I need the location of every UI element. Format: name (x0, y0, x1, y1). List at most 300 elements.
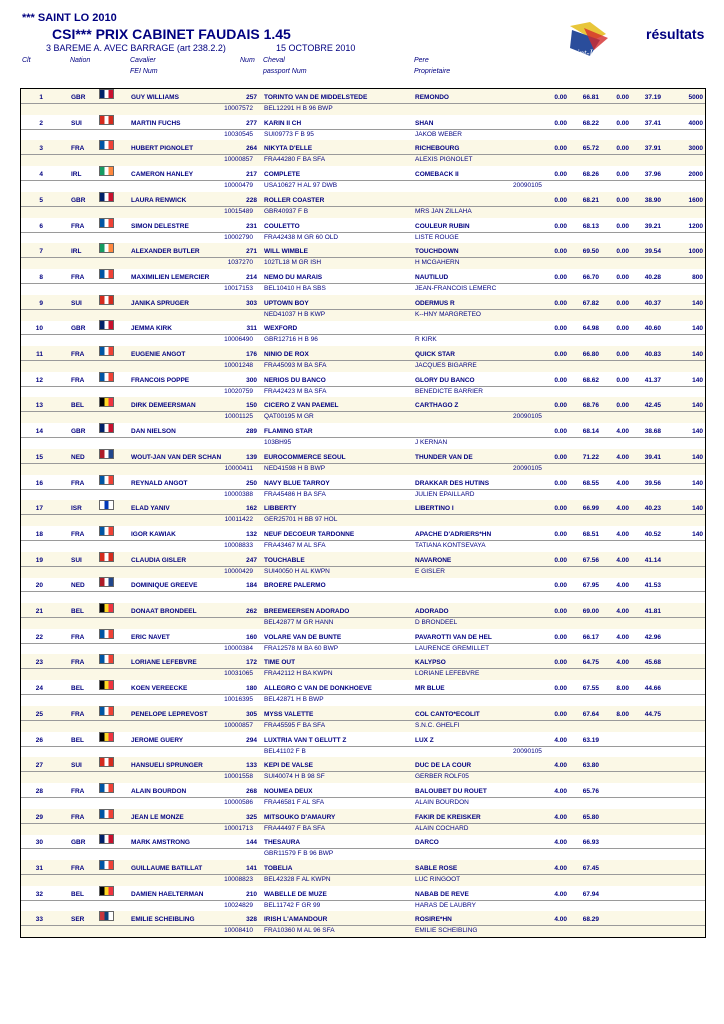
row-divider (21, 617, 705, 618)
nation: ISR (71, 505, 82, 513)
horse-number: 264 (246, 145, 257, 153)
rank: 9 (39, 299, 43, 307)
table-row (21, 346, 705, 372)
flag-icon (99, 732, 114, 742)
note: 20090105 (513, 413, 542, 421)
penalties-round1: 4.00 (554, 736, 567, 744)
fei-number: 10024829 (224, 901, 253, 909)
fei-number: 10008833 (224, 541, 253, 549)
horse-number: 133 (246, 762, 257, 770)
time-round1: 63.19 (582, 736, 599, 744)
prize-money: 800 (692, 273, 703, 281)
table-row (21, 577, 705, 603)
nation: FRA (71, 376, 85, 384)
table-row (21, 886, 705, 912)
horse-name: VOLARE VAN DE BUNTE (264, 633, 342, 641)
row-divider (21, 668, 705, 669)
penalties-round1: 0.00 (554, 530, 567, 538)
sire: SHAN (415, 119, 434, 127)
owner: ALAIN BOURDON (415, 798, 469, 806)
sire: COMEBACK II (415, 171, 459, 179)
nation: FRA (71, 351, 85, 358)
row-divider (21, 720, 705, 721)
time-round1: 64.98 (582, 325, 599, 333)
horse-number: 325 (246, 813, 257, 821)
rider-name: LAURA RENWICK (131, 196, 187, 204)
flag-icon (99, 834, 114, 844)
passport-number: USA10627 H AL 97 DWB (264, 182, 338, 190)
horse-number: 160 (246, 633, 257, 641)
horse-name: LIBBERTY (264, 505, 297, 513)
flag-icon (99, 140, 114, 150)
saint-lo-logo (564, 20, 612, 68)
passport-number: FRA45486 H BA SFA (264, 490, 326, 498)
nation: FRA (71, 145, 85, 153)
rank: 23 (35, 659, 43, 667)
fei-number: 10007572 (224, 105, 253, 112)
fei-number: 10001125 (224, 413, 253, 421)
penalties-jumpoff: 0.00 (616, 325, 629, 333)
owner: E GISLER (415, 567, 445, 575)
table-row (21, 526, 705, 552)
penalties-round1: 0.00 (554, 659, 567, 667)
owner: ALAIN COCHARD (415, 824, 469, 832)
passport-number: FRA45595 F BA SFA (264, 721, 326, 729)
time-jumpoff: 41.53 (644, 582, 661, 590)
horse-name: TIME OUT (264, 659, 296, 667)
penalties-jumpoff: 0.00 (616, 351, 629, 358)
table-row (21, 783, 705, 809)
rank: 27 (35, 762, 43, 770)
time-jumpoff: 37.41 (644, 119, 661, 127)
time-round1: 67.64 (582, 710, 599, 718)
horse-number: 184 (246, 582, 257, 590)
table-row (21, 243, 705, 269)
fei-number: 10015489 (224, 207, 253, 215)
time-round1: 67.94 (582, 890, 599, 898)
col-fei-num: FEI Num (130, 68, 158, 75)
passport-number: FRA42438 M GR 60 OLD (264, 233, 339, 241)
passport-number: FRA44497 F BA SFA (264, 824, 326, 832)
horse-name: EUROCOMMERCE SEOUL (264, 453, 346, 461)
rank: 11 (36, 351, 43, 358)
flag-icon (99, 680, 114, 690)
rank: 4 (39, 171, 43, 179)
table-row (21, 218, 705, 244)
penalties-round1: 0.00 (554, 402, 567, 410)
horse-name: FLAMING STAR (264, 428, 313, 436)
time-round1: 71.22 (582, 453, 599, 461)
col-pere: Pere (414, 57, 429, 64)
horse-number: 289 (246, 428, 257, 436)
time-jumpoff: 37.96 (644, 171, 661, 179)
fei-number: 10006490 (224, 336, 253, 344)
owner: K--HNY MARGRETEO (415, 310, 481, 318)
rider-name: KOEN VEREECKE (131, 685, 188, 693)
rank: 5 (39, 196, 43, 204)
rank: 17 (35, 505, 43, 513)
passport-number: FRA42423 M BA SFA (264, 387, 327, 395)
row-divider (21, 360, 705, 361)
horse-number: 217 (246, 171, 257, 179)
table-row (21, 372, 705, 398)
event-name: *** SAINT LO 2010 (22, 12, 117, 24)
penalties-jumpoff: 0.00 (616, 402, 629, 410)
results-table (20, 88, 706, 938)
event-date: 15 OCTOBRE 2010 (276, 43, 356, 53)
flag-icon (99, 603, 114, 613)
owner: ALEXIS PIGNOLET (415, 156, 473, 164)
rider-name: HUBERT PIGNOLET (131, 145, 194, 153)
horse-number: 271 (246, 248, 257, 256)
time-jumpoff: 40.28 (644, 273, 661, 281)
penalties-jumpoff: 4.00 (616, 556, 629, 564)
penalties-round1: 0.00 (554, 145, 567, 153)
time-round1: 68.55 (582, 479, 599, 487)
col-cavalier: Cavalier (130, 57, 156, 64)
horse-number: 176 (246, 351, 257, 358)
col-clt: Clt (22, 57, 31, 64)
horse-name: MITSOUKO D'AMAURY (264, 813, 336, 821)
row-divider (21, 283, 705, 284)
nation: GBR (71, 325, 86, 333)
rider-name: FRANCOIS POPPE (131, 376, 190, 384)
sire: REMONDO (415, 94, 449, 101)
sire: BALOUBET DU ROUET (415, 787, 487, 795)
rank: 8 (39, 273, 43, 281)
penalties-round1: 0.00 (554, 710, 567, 718)
owner: H MCGAHERN (415, 259, 460, 267)
passport-number: FRA45093 M BA SFA (264, 362, 327, 369)
table-row (21, 397, 705, 423)
horse-number: 162 (246, 505, 257, 513)
penalties-jumpoff: 4.00 (616, 453, 629, 461)
time-round1: 66.93 (582, 839, 599, 847)
horse-name: IRISH L'AMANDOUR (264, 916, 328, 924)
rank: 22 (35, 633, 43, 641)
time-jumpoff: 39.56 (644, 479, 661, 487)
horse-name: ALLEGRO C VAN DE DONKHOEVE (264, 685, 372, 693)
note: 20090105 (513, 182, 542, 190)
prize-money: 1000 (688, 248, 703, 256)
penalties-jumpoff: 0.00 (616, 145, 629, 153)
flag-icon (99, 192, 114, 202)
horse-number: 294 (246, 736, 257, 744)
horse-number: 231 (246, 222, 257, 230)
rank: 10 (35, 325, 43, 333)
penalties-round1: 0.00 (554, 582, 567, 590)
passport-number: SUI40050 H AL KWPN (264, 567, 330, 575)
note: 20090105 (513, 747, 542, 755)
horse-name: MYSS VALETTE (264, 710, 314, 718)
time-round1: 68.14 (582, 428, 599, 436)
rank: 21 (35, 608, 43, 615)
flag-icon (99, 552, 114, 562)
prize-money: 140 (692, 402, 703, 410)
nation: IRL (71, 248, 82, 256)
fei-number: 10016395 (224, 696, 253, 704)
time-round1: 66.17 (582, 633, 599, 641)
table-row (21, 423, 705, 449)
horse-name: BREEMEERSEN ADORADO (264, 608, 350, 615)
flag-icon (99, 911, 114, 921)
passport-number: GBR11579 F B 96 BWP (264, 850, 334, 858)
fei-number: 10000388 (224, 490, 253, 498)
prize-money: 5000 (688, 94, 703, 101)
nation: SUI (71, 556, 82, 564)
note: 20090105 (513, 464, 542, 472)
rider-name: ALEXANDER BUTLER (131, 248, 200, 256)
rank: 16 (35, 479, 43, 487)
penalties-round1: 0.00 (554, 428, 567, 436)
horse-number: 262 (246, 608, 257, 615)
penalties-jumpoff: 0.00 (616, 222, 629, 230)
horse-name: COMPLETE (264, 171, 301, 179)
sire: CARTHAGO Z (415, 402, 459, 410)
nation: FRA (71, 633, 85, 641)
horse-number: 277 (246, 119, 257, 127)
time-round1: 68.26 (582, 171, 599, 179)
time-jumpoff: 39.41 (644, 453, 661, 461)
rider-name: DONAAT BRONDEEL (131, 608, 197, 615)
passport-number: 103BH95 (264, 439, 292, 447)
row-divider (21, 874, 705, 875)
nation: FRA (71, 479, 85, 487)
passport-number: BEL10410 H BA SBS (264, 284, 326, 292)
table-row (21, 629, 705, 655)
flag-icon (99, 783, 114, 793)
flag-icon (99, 423, 114, 433)
penalties-round1: 0.00 (554, 376, 567, 384)
rider-name: DAMIEN HAELTERMAN (131, 890, 204, 898)
horse-name: TOBELIA (264, 865, 293, 872)
fei-number: 10001558 (224, 773, 253, 781)
table-row (21, 603, 705, 629)
time-round1: 67.82 (582, 299, 599, 307)
owner: LISTE ROUGE (415, 233, 459, 241)
row-divider (21, 566, 705, 567)
table-row (21, 89, 705, 115)
prize-money: 140 (692, 530, 703, 538)
penalties-round1: 0.00 (554, 94, 567, 101)
time-jumpoff: 42.45 (644, 402, 661, 410)
passport-number: FRA44280 F BA SFA (264, 156, 326, 164)
nation: SUI (71, 762, 82, 770)
time-round1: 68.51 (582, 530, 599, 538)
row-divider (21, 848, 705, 849)
rider-name: GUILLAUME BATILLAT (131, 865, 203, 872)
fei-number: 10000586 (224, 798, 253, 806)
penalties-round1: 0.00 (554, 325, 567, 333)
table-row (21, 166, 705, 192)
rank: 28 (35, 787, 43, 795)
row-divider (21, 823, 705, 824)
penalties-jumpoff: 4.00 (616, 505, 629, 513)
table-row (21, 140, 705, 166)
rider-name: DOMINIQUE GREEVE (131, 582, 198, 590)
time-jumpoff: 40.60 (644, 325, 661, 333)
rank: 32 (35, 890, 43, 898)
penalties-jumpoff: 4.00 (616, 659, 629, 667)
horse-number: 172 (246, 659, 257, 667)
time-jumpoff: 41.37 (644, 376, 661, 384)
time-jumpoff: 38.68 (644, 428, 661, 436)
time-round1: 66.99 (582, 505, 599, 513)
penalties-jumpoff: 0.00 (616, 376, 629, 384)
nation: FRA (71, 659, 85, 667)
prize-money: 140 (692, 376, 703, 384)
prize-money: 140 (692, 299, 703, 307)
nation: FRA (71, 813, 85, 821)
flag-icon (99, 577, 114, 587)
passport-number: BEL42877 M GR HANN (264, 619, 334, 626)
horse-name: NOUMEA DEUX (264, 787, 313, 795)
owner: BENEDICTE BARRIER (415, 387, 483, 395)
penalties-jumpoff: 8.00 (616, 685, 629, 693)
penalties-round1: 0.00 (554, 248, 567, 256)
row-divider (21, 309, 705, 310)
fei-number: 10030545 (224, 130, 253, 138)
flag-icon (99, 809, 114, 819)
horse-name: NEMO DU MARAIS (264, 273, 323, 281)
sire: NAVARONE (415, 556, 452, 564)
rider-name: GUY WILLIAMS (131, 94, 179, 101)
rider-name: MARK AMSTRONG (131, 839, 190, 847)
nation: NED (71, 582, 85, 590)
row-divider (21, 180, 705, 181)
penalties-round1: 4.00 (554, 787, 567, 795)
time-round1: 65.72 (582, 145, 599, 153)
row-divider (21, 129, 705, 130)
nation: GBR (71, 428, 86, 436)
penalties-round1: 4.00 (554, 839, 567, 847)
table-row (21, 192, 705, 218)
table-row (21, 732, 705, 758)
time-jumpoff: 44.75 (644, 710, 661, 718)
row-divider (21, 232, 705, 233)
flag-icon (99, 629, 114, 639)
penalties-round1: 0.00 (554, 351, 567, 358)
table-row (21, 500, 705, 526)
penalties-round1: 0.00 (554, 479, 567, 487)
horse-name: KEPI DE VALSE (264, 762, 314, 770)
horse-name: BROERE PALERMO (264, 582, 326, 590)
nation: GBR (71, 839, 86, 847)
passport-number: FRA10360 M AL 96 SFA (264, 927, 335, 935)
horse-name: NIKYTA D'ELLE (264, 145, 313, 153)
fei-number: 10000857 (224, 721, 253, 729)
time-jumpoff: 41.81 (644, 608, 661, 615)
prize-money: 140 (692, 453, 703, 461)
penalties-jumpoff: 0.00 (616, 119, 629, 127)
penalties-round1: 0.00 (554, 453, 567, 461)
rider-name: ALAIN BOURDON (131, 787, 187, 795)
penalties-jumpoff: 0.00 (616, 196, 629, 204)
row-divider (21, 591, 705, 592)
rank: 2 (39, 119, 43, 127)
penalties-round1: 0.00 (554, 505, 567, 513)
time-round1: 68.21 (582, 196, 599, 204)
table-row (21, 115, 705, 141)
sire: APACHE D'ADRIERS*HN (415, 530, 492, 538)
time-jumpoff: 40.37 (644, 299, 661, 307)
time-jumpoff: 44.66 (644, 685, 661, 693)
passport-number: BEL42871 H B BWP (264, 696, 324, 704)
passport-number: FRA46581 F AL SFA (264, 798, 325, 806)
time-round1: 68.29 (582, 916, 599, 924)
table-row (21, 320, 705, 346)
horse-name: LUXTRIA VAN T GELUTT Z (264, 736, 347, 744)
time-jumpoff: 41.14 (644, 556, 661, 564)
flag-icon (99, 89, 114, 99)
sire: TOUCHDOWN (415, 248, 459, 256)
time-round1: 67.56 (582, 556, 599, 564)
owner: JULIEN EPAILLARD (415, 490, 475, 498)
sire: ODERMUS R (415, 299, 455, 307)
rank: 30 (35, 839, 43, 847)
horse-name: CICERO Z VAN PAEMEL (264, 402, 339, 410)
sire: NABAB DE REVE (415, 890, 469, 898)
owner: MRS JAN ZILLAHA (415, 207, 472, 215)
time-jumpoff: 40.52 (644, 530, 661, 538)
horse-number: 139 (246, 453, 257, 461)
penalties-jumpoff: 0.00 (616, 94, 629, 101)
time-jumpoff: 37.19 (644, 94, 661, 101)
row-divider (21, 257, 705, 258)
owner: JEAN-FRANCOIS LEMERC (415, 284, 497, 292)
horse-name: KARIN II CH (264, 119, 302, 127)
time-round1: 67.45 (582, 865, 599, 872)
fei-number: 10001248 (224, 362, 253, 369)
penalties-round1: 0.00 (554, 119, 567, 127)
fei-number: 10031065 (224, 670, 253, 678)
sire: COULEUR RUBIN (415, 222, 470, 230)
fei-number: 1037270 (227, 259, 253, 267)
sire: KALYPSO (415, 659, 446, 667)
rider-name: EUGENIE ANGOT (131, 351, 186, 358)
fei-number: 10000429 (224, 567, 253, 575)
prize-money: 140 (692, 505, 703, 513)
penalties-round1: 4.00 (554, 813, 567, 821)
nation: FRA (71, 530, 85, 538)
prize-money: 140 (692, 325, 703, 333)
nation: GBR (71, 196, 86, 204)
nation: SER (71, 916, 85, 924)
col-nation: Nation (70, 57, 91, 64)
fei-number: 10001713 (224, 824, 253, 832)
table-row (21, 706, 705, 732)
time-round1: 68.22 (582, 119, 599, 127)
penalties-jumpoff: 4.00 (616, 428, 629, 436)
sire: DUC DE LA COUR (415, 762, 472, 770)
results-label: résultats (646, 26, 705, 42)
passport-number: FRA12578 M BA 60 BWP (264, 644, 339, 652)
rider-name: HANSUELI SPRUNGER (131, 762, 203, 770)
nation: BEL (71, 402, 84, 410)
owner: LORIANE LEFEBVRE (415, 670, 480, 678)
bareme-label: 3 BAREME A. AVEC BARRAGE (art 238.2.2) (46, 43, 226, 53)
time-round1: 63.80 (582, 762, 599, 770)
passport-number: GER25701 H BB 97 HOL (264, 516, 338, 524)
horse-number: 268 (246, 787, 257, 795)
horse-name: TOUCHABLE (264, 556, 305, 564)
rank: 19 (35, 556, 43, 564)
nation: FRA (71, 787, 85, 795)
owner: LAURENCE GREMILLET (415, 644, 490, 652)
row-divider (21, 334, 705, 335)
prize-money: 2000 (688, 171, 703, 179)
row-divider (21, 643, 705, 644)
